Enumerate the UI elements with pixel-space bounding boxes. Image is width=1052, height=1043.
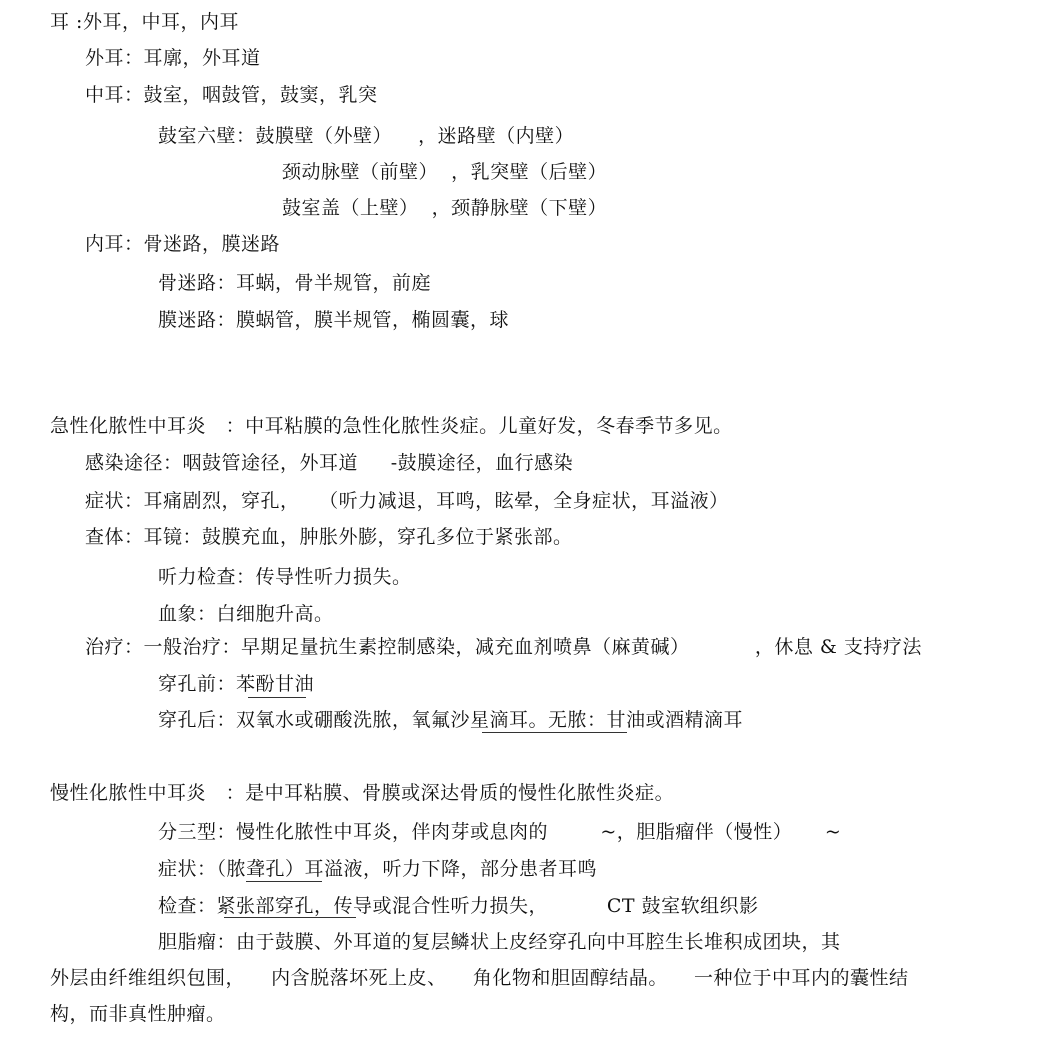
- line-chronic-exam: 检查：紧张部穿孔，传导或混合性听力损失， CT 鼓室软组织影: [158, 895, 759, 917]
- line-chronic-symptoms: 症状：（脓聋孔）耳溢液，听力下降，部分患者耳鸣: [158, 858, 598, 880]
- underline-pus-deafness-hole: [246, 881, 322, 882]
- line-middle-ear: 中耳：鼓室，咽鼓管，鼓窦，乳突: [85, 84, 378, 106]
- line-treatment: 治疗：一般治疗：早期足量抗生素控制感染，减充血剂喷鼻（麻黄碱） ，休息 & 支持疗法: [85, 636, 922, 658]
- heading-chronic-otitis-media: 慢性化脓性中耳炎 ：是中耳粘膜、骨膜或深达骨质的慢性化脓性炎症。: [50, 782, 675, 804]
- line-cholesteatoma-2: 外层由纤维组织包围， 内含脱落坏死上皮、 角化物和胆固醇结晶。 一种位于中耳内的囊性结: [50, 967, 909, 989]
- line-tympanic-walls-2: 颈动脉壁（前壁） ，乳突壁（后壁）: [282, 161, 608, 183]
- line-inner-ear: 内耳：骨迷路，膜迷路: [85, 233, 281, 255]
- underline-phenol-glycerin: [248, 697, 306, 698]
- underline-pars-tensa-perforation: [224, 917, 356, 918]
- line-membranous-labyrinth: 膜迷路：膜蜗管，膜半规管，椭圆囊，球: [158, 309, 510, 331]
- line-acute-exam: 查体：耳镜：鼓膜充血，肿胀外膨，穿孔多位于紧张部。: [85, 526, 573, 548]
- line-after-perforation: 穿孔后：双氧水或硼酸洗脓，氧氟沙星滴耳。无脓：甘油或酒精滴耳: [158, 709, 744, 731]
- line-hearing-test: 听力检查：传导性听力损失。: [158, 566, 412, 588]
- line-cholesteatoma-3: 构，而非真性肿瘤。: [50, 1003, 226, 1025]
- line-bony-labyrinth: 骨迷路：耳蜗，骨半规管，前庭: [158, 272, 432, 294]
- line-cholesteatoma-1: 胆脂瘤：由于鼓膜、外耳道的复层鳞状上皮经穿孔向中耳腔生长堆积成团块，其: [158, 931, 841, 953]
- underline-ofloxacin: [482, 732, 627, 733]
- line-infection-routes: 感染途径：咽鼓管途径，外耳道 -鼓膜途径，血行感染: [85, 452, 574, 474]
- heading-acute-otitis-media: 急性化脓性中耳炎 ：中耳粘膜的急性化脓性炎症。儿童好发，冬春季节多见。: [50, 415, 733, 437]
- line-tympanic-walls-1: 鼓室六壁：鼓膜壁（外壁） ，迷路壁（内壁）: [158, 125, 575, 147]
- line-outer-ear: 外耳：耳廓，外耳道: [85, 47, 261, 69]
- line-acute-symptoms: 症状：耳痛剧烈，穿孔， （听力减退，耳鸣，眩晕，全身症状，耳溢液）: [85, 490, 729, 512]
- line-blood-test: 血象：白细胞升高。: [158, 603, 334, 625]
- line-before-perforation: 穿孔前：苯酚甘油: [158, 673, 315, 695]
- line-ear-structure: 耳 :外耳，中耳，内耳: [50, 11, 239, 33]
- line-three-types: 分三型：慢性化脓性中耳炎，伴肉芽或息肉的 ~，胆脂瘤伴（慢性） ~: [158, 821, 842, 843]
- line-tympanic-walls-3: 鼓室盖（上壁） ，颈静脉壁（下壁）: [282, 197, 608, 219]
